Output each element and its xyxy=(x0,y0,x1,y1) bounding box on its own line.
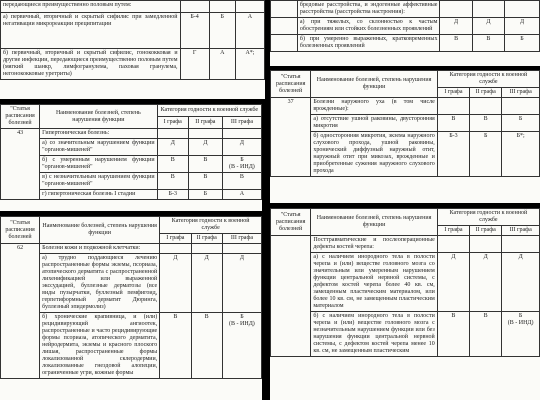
header-col: III графа xyxy=(222,234,261,244)
category-cell xyxy=(470,236,502,253)
disease-text: б) с наличием инородного тела в полости черепа и (или) веществе головного мозга с незначительным нарушением функции или без нарушения функции центральной нервной системы, с дефектом костей черепа менее 10 кв. см, не замещенным пластическим xyxy=(311,312,437,357)
table-row xyxy=(271,115,540,132)
category-cell: Д xyxy=(222,254,261,313)
category-cell: Д xyxy=(157,139,188,156)
category-cell: Б xyxy=(470,132,502,177)
category-cell xyxy=(209,1,235,13)
disease-text: бредовые расстройства, и эндогенные аффективные расстройства (расстройства настроения): xyxy=(297,1,440,18)
disease-text: передающиеся преимущественно половым путем: xyxy=(1,1,181,13)
fragment-skin xyxy=(0,216,262,400)
category-cell: В xyxy=(160,313,191,379)
header-article: "Статья расписания болезней xyxy=(1,105,40,129)
category-cell: В xyxy=(191,313,222,379)
category-cell: В xyxy=(472,35,504,52)
header-category: Категория годности к военной службе xyxy=(160,217,262,234)
category-cell: Г xyxy=(180,49,209,80)
header-col: II графа xyxy=(188,117,222,129)
table-row xyxy=(1,139,262,156)
disease-table xyxy=(0,104,262,200)
table-row xyxy=(1,156,262,173)
header-col: III графа xyxy=(502,88,540,98)
table-row xyxy=(1,190,262,200)
category-cell: Б (В - ИНД) xyxy=(229,157,255,170)
table-row xyxy=(1,244,262,254)
category-cell: Б xyxy=(502,115,540,132)
category-cell xyxy=(505,1,540,18)
header-name: Наименование болезней, степень нарушения функции xyxy=(311,71,437,98)
disease-text: Посттравматические и послеоперационные дефекты костей черепа: xyxy=(311,236,437,253)
header-article: "Статья расписания болезней xyxy=(271,71,311,98)
table-row xyxy=(271,253,540,312)
header-col: II графа xyxy=(470,88,502,98)
category-cell: В xyxy=(157,156,188,173)
category-cell: В xyxy=(188,173,222,190)
header-name: Наименование болезней, степень нарушения функции xyxy=(311,209,437,236)
header-col: I графа xyxy=(157,117,188,129)
disease-table xyxy=(0,0,265,80)
disease-text: б) хронические крапивница, и (или) рецидивирующий ангиоотек, распространенные и часто рецидивирующие формы псориаза, атопического дерматита, нейродермита, экземы и красного плоского лишая, распространенные формы локализованной склеродермии, локализованные гнездовой алопеции, ограниченные угри, кожные формы xyxy=(40,313,160,379)
header-name: Наименование болезней, степень нарушения функции xyxy=(40,105,157,129)
disease-text: а) со значительным нарушением функции "органов-мишеней" xyxy=(40,139,157,156)
category-cell: В xyxy=(440,35,472,52)
category-cell xyxy=(472,1,504,18)
table-row xyxy=(271,18,540,35)
category-cell: Д xyxy=(222,139,261,156)
category-cell: А xyxy=(209,49,235,80)
disease-text: а) отсутствие ушной раковины, двусторонняя микротия xyxy=(311,115,437,132)
category-cell: Б-4 xyxy=(180,13,209,49)
table-row xyxy=(1,173,262,190)
table-row xyxy=(1,313,262,379)
disease-text: а) первичный, вторичный и скрытый сифилис при замедленной негативации микрореакции преципитации xyxy=(1,13,181,49)
header-col: I графа xyxy=(437,88,469,98)
category-cell: Д xyxy=(191,254,222,313)
header-category: Категория годности к военной службе xyxy=(437,209,539,226)
table-row xyxy=(271,312,540,357)
article-number: 37 xyxy=(271,98,311,177)
header-col: III графа xyxy=(222,117,261,129)
category-cell xyxy=(502,236,540,253)
fragment-hypertension xyxy=(0,104,262,211)
disease-text: б) с умеренным нарушением функции "органов-мишеней" xyxy=(40,156,157,173)
fragment-skull xyxy=(270,208,540,400)
category-cell: Д xyxy=(437,253,469,312)
disease-table xyxy=(0,216,262,379)
category-cell: В xyxy=(470,312,502,357)
header-category: Категория годности к военной службе xyxy=(157,105,261,117)
header-name: Наименование болезней, степень нарушения функции xyxy=(40,217,160,244)
category-cell: Б*; xyxy=(502,132,540,177)
category-cell: Б xyxy=(505,35,540,52)
category-cell xyxy=(222,244,261,254)
header-col: II графа xyxy=(191,234,222,244)
disease-text: г) гипертоническая болезнь I стадии xyxy=(40,190,157,200)
category-cell: В xyxy=(222,173,261,190)
table-row xyxy=(1,129,262,139)
category-cell xyxy=(222,129,261,139)
category-cell xyxy=(440,1,472,18)
header-col: I графа xyxy=(160,234,191,244)
category-cell xyxy=(157,129,188,139)
header-category: Категория годности к военной службе xyxy=(437,71,539,88)
category-cell: Б-3 xyxy=(437,132,469,177)
category-cell: Б-3 xyxy=(157,190,188,200)
fragment-outer-ear xyxy=(270,70,540,203)
header-article: "Статья расписания болезней xyxy=(271,209,311,236)
disease-text: б) при умеренно выраженных, кратковременных болезненных проявлений xyxy=(297,35,440,52)
disease-text: а) трудно поддающиеся лечению распространенные формы экземы, псориаза, атопического дерматита с распространенной лихенификацией или выраженной экссудацией, буллезные дерматозы (все виды пузырчатки, буллезный пемфигоид, герпетиформный дерматит Дюринга, буллезный эпидермолиз) xyxy=(40,254,160,313)
category-cell: Д xyxy=(188,139,222,156)
disease-text: б) первичный, вторичный и скрытый сифилис, гонококковая и другие инфекции, передающиеся преимущественно половым путем (мягкий шанкр, лимфогранулема, паховая гранулема, негонококковые уретриты) xyxy=(1,49,181,80)
category-cell: А*; xyxy=(235,49,264,80)
category-cell: В xyxy=(437,115,469,132)
disease-text: Болезни наружного уха (в том числе врожденные): xyxy=(311,98,437,115)
disease-table xyxy=(270,0,540,52)
category-cell: Б (В - ИНД) xyxy=(507,313,534,326)
article-cell xyxy=(271,35,298,52)
table-header-row xyxy=(271,209,540,226)
category-cell: Б xyxy=(188,190,222,200)
table-row xyxy=(1,13,265,49)
disease-text: Болезни кожи и подкожной клетчатки: xyxy=(40,244,160,254)
disease-table xyxy=(270,70,540,177)
table-row xyxy=(271,98,540,115)
disease-text: б) односторонняя микротия, экзема наружного слухового прохода, ушной раковины, хронический диффузный наружный отит, наружный отит при микозах, врожденные и приобретенные сужения наружного слухового прохода xyxy=(311,132,437,177)
category-cell xyxy=(470,98,502,115)
category-cell xyxy=(160,244,191,254)
article-cell xyxy=(271,1,298,18)
fragment-top-right xyxy=(270,0,540,66)
table-header-row xyxy=(1,217,262,234)
table-row xyxy=(1,1,265,13)
disease-text: Гипертоническая болезнь: xyxy=(40,129,157,139)
category-cell xyxy=(502,98,540,115)
category-cell: В xyxy=(437,312,469,357)
category-cell: Д xyxy=(440,18,472,35)
disease-text: в) с незначительным нарушением функции "органов-мишеней" xyxy=(40,173,157,190)
category-cell: Д xyxy=(472,18,504,35)
category-cell: Б (В - ИНД) xyxy=(229,314,255,327)
table-row xyxy=(271,1,540,18)
category-cell: В xyxy=(188,156,222,173)
table-header-row xyxy=(271,71,540,88)
header-article: "Статья расписания болезней xyxy=(1,217,40,244)
category-cell: В xyxy=(470,115,502,132)
header-col: III графа xyxy=(502,226,540,236)
category-cell: Д xyxy=(505,18,540,35)
category-cell xyxy=(437,236,469,253)
table-row xyxy=(271,132,540,177)
category-cell xyxy=(191,244,222,254)
article-cell xyxy=(271,18,298,35)
article-number: 62 xyxy=(1,244,40,379)
category-cell: В xyxy=(157,173,188,190)
category-cell xyxy=(188,129,222,139)
category-cell: А xyxy=(235,13,264,49)
category-cell: Д xyxy=(502,253,540,312)
category-cell: Д xyxy=(160,254,191,313)
fragment-top-left xyxy=(0,0,265,99)
disease-text: а) с наличием инородного тела в полости черепа и (или) веществе головного мозга со значительным или умеренным нарушением функции центральной нервной системы, с дефектом костей черепа более 40 кв. см, замещенным пластическим материалом, или более 10 кв. см, не замещенным пластическим материалом xyxy=(311,253,437,312)
category-cell xyxy=(437,98,469,115)
disease-table xyxy=(270,208,540,357)
category-cell: Б xyxy=(209,13,235,49)
table-row xyxy=(1,49,265,80)
table-row xyxy=(1,254,262,313)
table-header-row xyxy=(1,105,262,117)
disease-text: а) при тяжелых, со склонностью к частым обострениям или стойких болезненных проявлений xyxy=(297,18,440,35)
table-row xyxy=(271,236,540,253)
category-cell xyxy=(180,1,209,13)
table-row xyxy=(271,35,540,52)
category-cell: Д xyxy=(470,253,502,312)
header-col: I графа xyxy=(437,226,469,236)
category-cell xyxy=(235,1,264,13)
article-number xyxy=(271,236,311,357)
article-number: 43 xyxy=(1,129,40,200)
header-col: II графа xyxy=(470,226,502,236)
category-cell: А xyxy=(222,190,261,200)
